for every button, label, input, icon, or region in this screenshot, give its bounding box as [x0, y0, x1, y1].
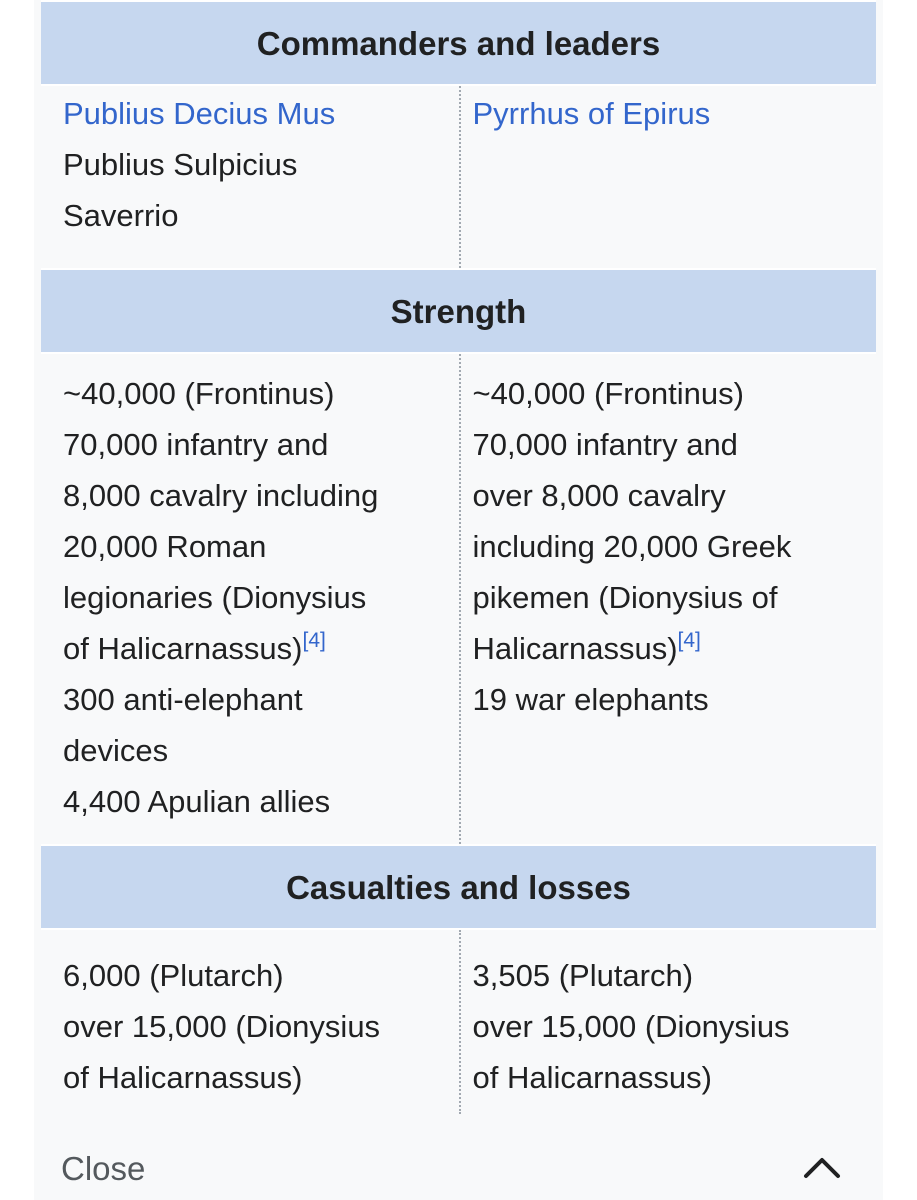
strength-right-cell: [459, 354, 877, 844]
chevron-up-icon[interactable]: [802, 1150, 842, 1180]
strength-line: 70,000 infantry and: [63, 427, 329, 462]
strength-title: Strength: [390, 292, 527, 330]
pyrrhus-of-epirus-link[interactable]: Pyrrhus of Epirus: [472, 96, 711, 131]
casualty-line: over 15,000 (Dionysius: [63, 1009, 381, 1044]
strength-line: ~40,000 (Frontinus): [63, 376, 335, 411]
strength-line: 8,000 cavalry including: [63, 478, 379, 513]
strength-line-text: of Halicarnassus): [63, 631, 303, 666]
casualty-line: 3,505 (Plutarch): [472, 958, 694, 993]
strength-line: 300 anti-elephant: [63, 682, 303, 717]
strength-left-cell: [41, 354, 459, 844]
commanders-row: [41, 86, 876, 268]
close-button[interactable]: Close: [61, 1150, 146, 1187]
commanders-right-cell: [459, 86, 877, 268]
strength-line: ~40,000 (Frontinus): [472, 376, 744, 411]
strength-line: over 8,000 cavalry: [472, 478, 726, 513]
strength-line-with-ref: [63, 623, 439, 674]
reference-link-4[interactable]: [4]: [677, 629, 701, 652]
casualties-right-cell: [459, 930, 877, 1114]
publius-decius-mus-link[interactable]: Publius Decius Mus: [63, 96, 336, 131]
strength-line: including 20,000 Greek: [472, 529, 792, 564]
commander-text: Saverrio: [63, 198, 179, 233]
section-header-commanders: [41, 0, 876, 86]
strength-line: legionaries (Dionysius: [63, 580, 367, 615]
strength-line: 19 war elephants: [472, 682, 709, 717]
strength-line: 70,000 infantry and: [472, 427, 738, 462]
section-header-strength: [41, 268, 876, 354]
infobox-table: [41, 0, 876, 1114]
commander-text: Publius Sulpicius: [63, 147, 298, 182]
strength-line-with-ref: [473, 623, 857, 674]
strength-row: [41, 354, 876, 844]
strength-line: 20,000 Roman: [63, 529, 267, 564]
casualty-line: of Halicarnassus): [472, 1060, 712, 1095]
casualties-row: [41, 930, 876, 1114]
casualties-title: Casualties and losses: [286, 868, 631, 906]
strength-line: 4,400 Apulian allies: [63, 784, 331, 819]
strength-line-text: Halicarnassus): [472, 631, 678, 666]
casualty-line: over 15,000 (Dionysius: [472, 1009, 790, 1044]
reference-link-4[interactable]: [4]: [302, 629, 326, 652]
commanders-title: Commanders and leaders: [256, 24, 661, 62]
casualty-line: of Halicarnassus): [63, 1060, 303, 1095]
strength-line: devices: [63, 733, 169, 768]
casualty-line: 6,000 (Plutarch): [63, 958, 284, 993]
infobox-footer: [34, 1136, 883, 1200]
section-header-casualties: [41, 844, 876, 930]
commanders-left-cell: [41, 86, 459, 268]
casualties-left-cell: [41, 930, 459, 1114]
strength-line: pikemen (Dionysius of: [472, 580, 778, 615]
